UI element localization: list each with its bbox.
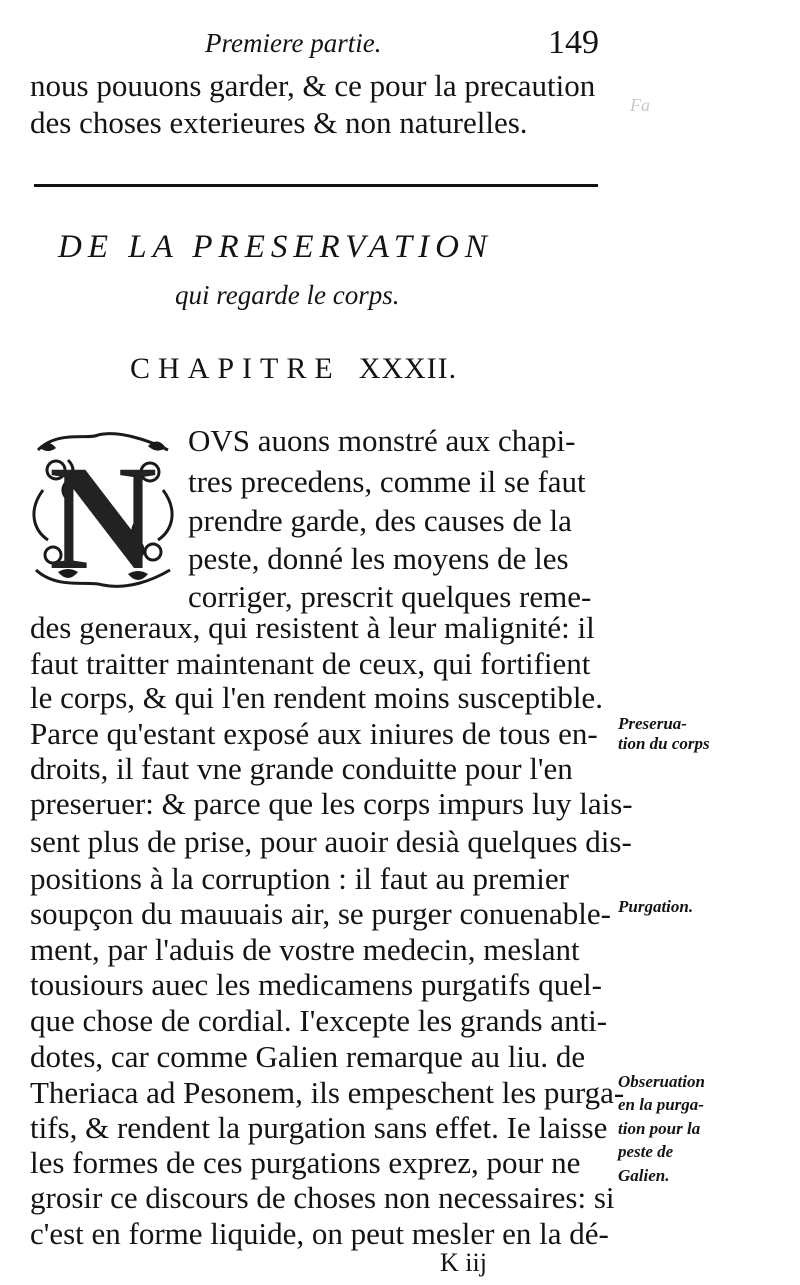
- intro-line: des choses exterieures & non naturelles.: [30, 105, 528, 140]
- page-number: 149: [548, 24, 599, 61]
- body-line: droits, il faut vne grande conduitte pour l'en: [30, 751, 573, 786]
- body-line: sent plus de prise, pour auoir desià quelques dis-: [30, 824, 632, 859]
- body-line: positions à la corruption : il faut au premier: [30, 861, 569, 896]
- body-line: faut traitter maintenant de ceux, qui fortifient: [30, 646, 591, 681]
- body-line: c'est en forme liquide, on peut mesler en la dé-: [30, 1216, 609, 1251]
- intro-line: nous pouuons garder, & ce pour la precaution: [30, 68, 596, 103]
- body-line: tousiours auec les medicamens purgatifs quel-: [30, 967, 602, 1002]
- margin-note-line: peste de: [618, 1142, 674, 1162]
- drop-cap-line: tres precedens, comme il se faut: [188, 464, 586, 499]
- drop-cap-line: corriger, prescrit quelques reme-: [188, 579, 592, 614]
- margin-note: [618, 714, 710, 753]
- floral-ornament-icon: [28, 430, 178, 590]
- body-line: des generaux, qui resistent à leur malignité: il: [30, 610, 595, 645]
- body-line: preseruer: & parce que les corps impurs luy lais-: [30, 786, 633, 821]
- chapter-number: XXXII.: [358, 352, 458, 385]
- margin-note-line: Galien.: [618, 1165, 670, 1185]
- drop-cap-line: peste, donné les moyens de les: [188, 541, 569, 576]
- body-line: ment, par l'aduis de vostre medecin, meslant: [30, 932, 580, 967]
- section-divider: [34, 184, 598, 187]
- body-line: Parce qu'estant exposé aux iniures de tous en-: [30, 716, 598, 751]
- body-line: tifs, & rendent la purgation sans effet. Ie laisse: [30, 1110, 608, 1145]
- margin-note-line: Obseruation: [618, 1072, 705, 1091]
- bleed-through-text: Fa: [630, 95, 650, 115]
- body-line: soupçon du mauuais air, se purger conuenable-: [30, 896, 611, 931]
- chapter-heading: [130, 352, 457, 386]
- margin-note: [618, 1070, 705, 1187]
- margin-note-line: tion du corps: [618, 733, 710, 753]
- margin-note-line: Purgation.: [618, 897, 694, 916]
- margin-note-line: Preserua-: [618, 714, 687, 733]
- margin-note-line: en la purga-: [618, 1095, 704, 1115]
- margin-note-line: tion pour la: [618, 1118, 701, 1138]
- signature-mark: K iij: [440, 1248, 487, 1277]
- margin-note: [618, 897, 693, 917]
- section-title: DE LA PRESERVATION: [58, 229, 493, 265]
- section-subtitle: qui regarde le corps.: [175, 280, 400, 310]
- body-line: grosir ce discours de choses non necessaires: si: [30, 1180, 615, 1215]
- drop-cap-line: OVS auons monstré aux chapi-: [188, 423, 576, 458]
- ornamental-drop-cap: [28, 430, 178, 590]
- body-line: les formes de ces purgations exprez, pour ne: [30, 1145, 581, 1180]
- body-line: dotes, car comme Galien remarque au liu. de: [30, 1039, 586, 1074]
- running-title: Premiere partie.: [205, 28, 382, 58]
- svg-text:N: N: [48, 435, 158, 590]
- drop-cap-line: prendre garde, des causes de la: [188, 503, 572, 538]
- body-line: que chose de cordial. I'excepte les grands anti-: [30, 1003, 608, 1038]
- body-line: le corps, & qui l'en rendent moins susceptible.: [30, 680, 603, 715]
- chapter-label: CHAPITRE: [130, 352, 341, 385]
- body-line: Theriaca ad Pesonem, ils empeschent les purga-: [30, 1075, 625, 1110]
